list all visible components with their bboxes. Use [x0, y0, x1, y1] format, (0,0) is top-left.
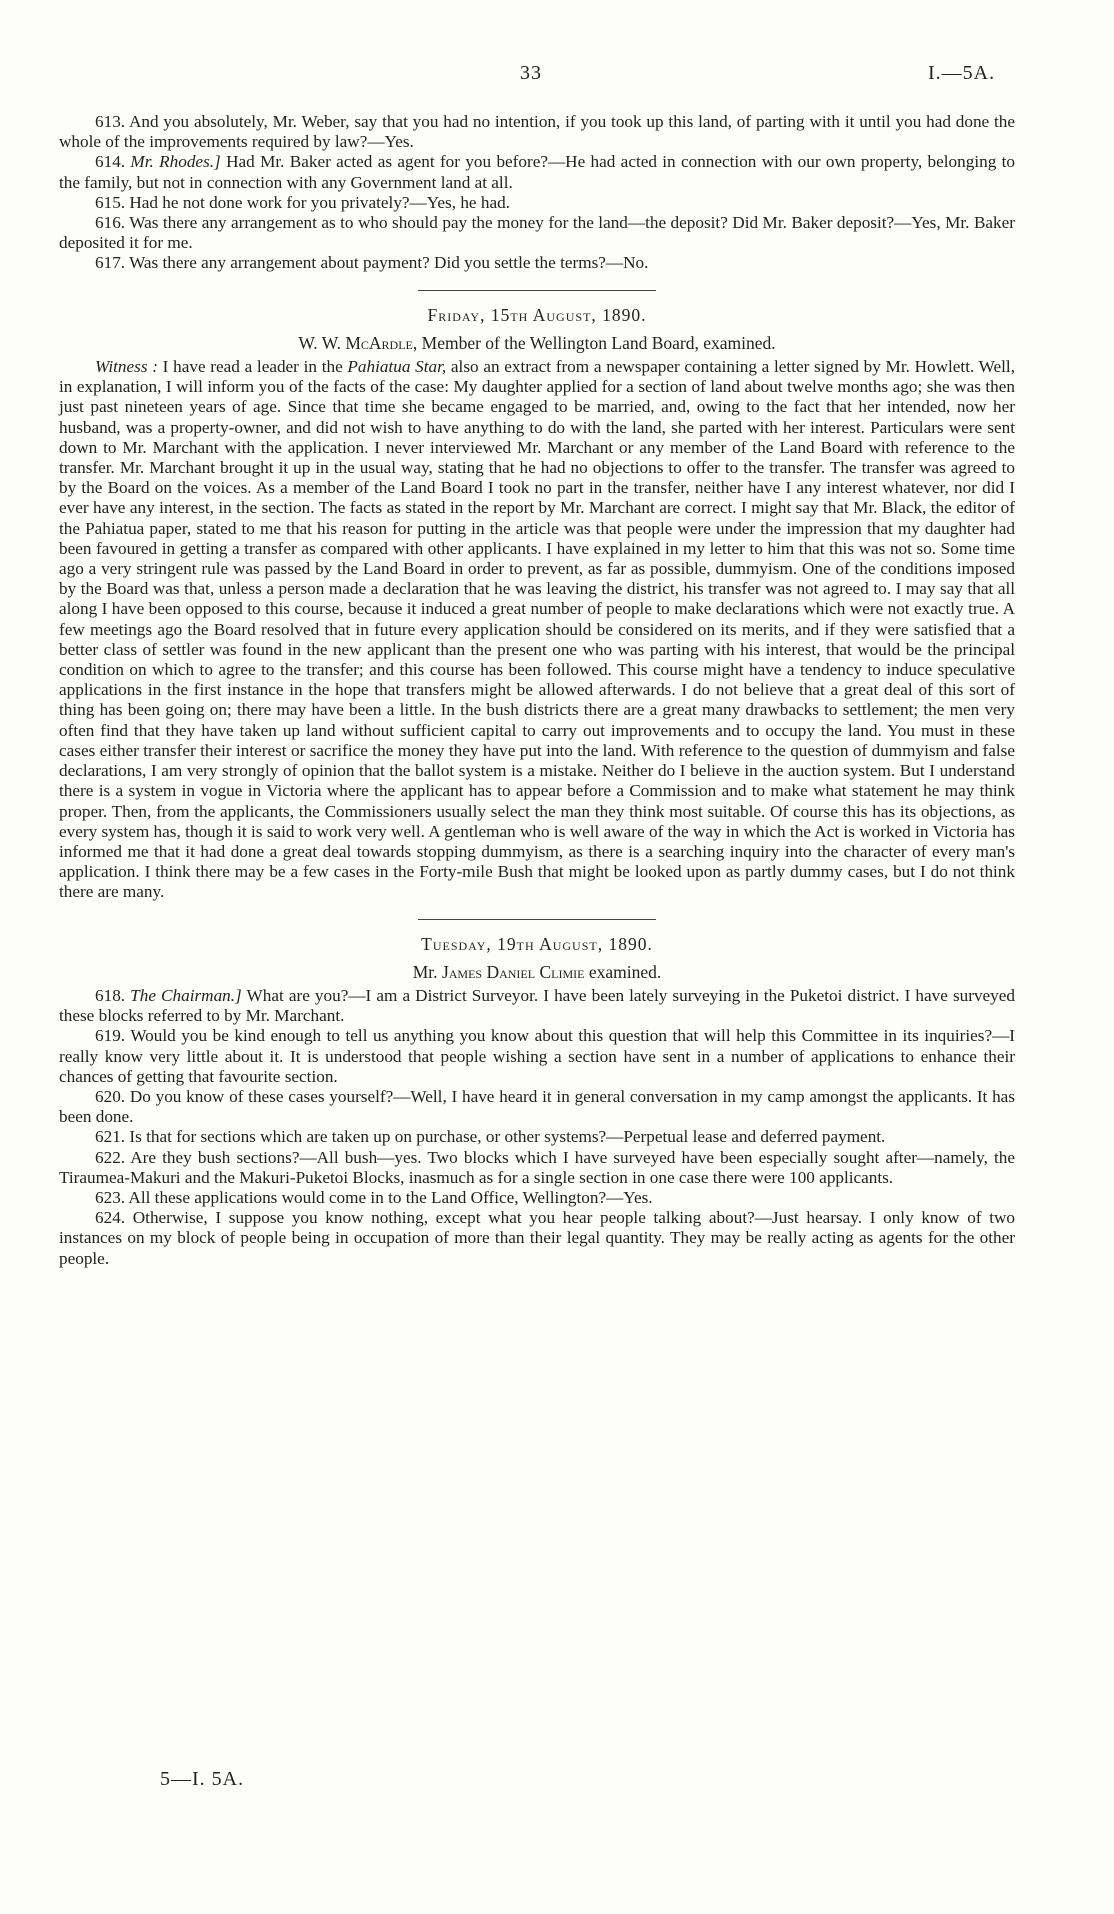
witness-label: Witness : [95, 357, 158, 377]
speaker-label: Mr. Rhodes.] [130, 152, 221, 172]
paragraph-623: 623. All these applications would come in to the Land Office, Wellington?—Yes. [95, 1187, 653, 1207]
paragraph-618: 618. The Chairman.] What are you?—I am a District Surveyor. I have been lately surveying in the Puketoi district. I have surveyed these blocks referred to by Mr. Marchant. [59, 985, 1015, 1026]
date-heading: Tuesday, 19th August, 1890. [421, 933, 653, 954]
page-number: 33 [520, 62, 542, 84]
witness-name: James Daniel Climie [441, 961, 585, 982]
section-divider [418, 290, 656, 291]
speaker-label: The Chairman.] [130, 985, 242, 1005]
signature-mark: 5—I. 5A. [160, 1768, 245, 1790]
witness-heading: Mr. James Daniel Climie examined. [412, 961, 662, 982]
paragraph-613: 613. And you absolutely, Mr. Weber, say that you had no intention, if you took up this land, of parting with it until you had done the whole of the improvements required by law?—Yes. [59, 112, 1015, 152]
running-head [0, 62, 1114, 92]
paragraph-621: 621. Is that for sections which are taken up on purchase, or other systems?—Perpetual lease and deferred payment. [95, 1127, 886, 1147]
newspaper-title: Pahiatua Star, [347, 357, 447, 377]
witness-role: Member of the Wellington Land Board, examined. [417, 332, 776, 353]
paragraph-614: 614. Mr. Rhodes.] Had Mr. Baker acted as agent for you before?—He had acted in connection with our own property, belonging to the family, but not in connection with any Government land at all. [59, 152, 1016, 192]
paragraph-622: 622. Are they bush sections?—All bush—yes. Two blocks which I have surveyed have been especially sought after—namely, the Tiraumea-Makuri and the Makuri-Puketoi Blocks, inasmuch as for a single section in one case there were 100 applicants. [59, 1147, 1015, 1187]
paragraph-620: 620. Do you know of these cases yourself?—Well, I have heard it in general conversation in my camp amongst the applicants. It has been done. [59, 1086, 1015, 1127]
witness-heading [59, 333, 1015, 353]
paragraph-615: 615. Had he not done work for you privately?—Yes, he had. [95, 192, 510, 212]
paragraph-619: 619. Would you be kind enough to tell us anything you know about this question that will help this Committee in its inquiries?—I really know very little about it. It is understood that people wishing a section have sent in a number of applications to enhance their chances of getting that favourite section. [59, 1026, 1015, 1086]
document-reference: I.—5A. [928, 62, 996, 84]
witness-role: examined. [584, 961, 662, 982]
body-text [59, 112, 1015, 1269]
paragraph-617: 617. Was there any arrangement about payment? Did you settle the terms?—No. [95, 253, 649, 273]
date-heading: Friday, 15th August, 1890. [427, 304, 647, 325]
paragraph-616: 616. Was there any arrangement as to who should pay the money for the land—the deposit? Did Mr. Baker deposit?—Yes, Mr. Baker deposited it for me. [59, 213, 1015, 253]
paragraph-624: 624. Otherwise, I suppose you know nothing, except what you hear people talking about?—Just hearsay. I only know of two instances on my block of people being in occupation of more than their legal quantity. They may be really acting as agents for the other people. [59, 1208, 1015, 1268]
witness-name: W. W. McArdle, [298, 332, 418, 353]
section-divider [418, 919, 656, 920]
witness-statement: Witness : I have read a leader in the Pahiatua Star, also an extract from a newspaper containing a letter signed by Mr. Howlett. Well, in explanation, I will inform you of the facts of the case: My daughter applied for a section of land about twelve months ago; she was then just past nineteen years of age. Since that time she became engaged to be married, and, owing to the fact that her intended, now her husband, was a property-owner, and did not wish to have anything to do with the land, she parted with her interest. Particulars were sent down to Mr. Marchant with the application. I never interviewed Mr. Marchant or any member of the Land Board with reference to the transfer. Mr. Marchant brought it up in the usual way, stating that he had no objections to offer to the transfer. The transfer was agreed to by the Board on the voices. As a member of the Land Board I took no part in the transfer, neither have I any interest whatever, nor did I ever have any interest, in the section. The facts as stated in the report by Mr. Marchant are correct. I might say that Mr. Black, the editor of the Pahiatua paper, stated to me that his reason for putting in the article was that people were under the impression that my daughter had been favoured in getting a transfer as compared with other applicants. I have explained in my letter to him that this was not so. Some time ago a very stringent rule was passed by the Land Board in order to prevent, as far as possible, dummyism. One of the conditions imposed by the Board was that, unless a person made a declaration that he was leaving the district, his transfer was not agreed to. I may say that all along I have been opposed to this course, because it induced a great number of people to make declarations which were not exactly true. A few meetings ago the Board resolved that in future every application should be considered on its merits, and if they were satisfied that a better class of settler was found in the new applicant than the present one who was parting with his interest, that would be the principal condition on which to agree to the transfer; and this course has been followed. This course might have a tendency to induce speculative applications in the first instance in the hope that transfers might be allowed afterwards. I do not believe that a great deal of this sort of thing has been going on; there may have been a little. In the bush districts there are a great many drawbacks to settlement; the men very often find that they have taken up land without sufficient capital to carry out improvements and to occupy the land. You must in these cases either transfer their interest or sacrifice the money they have put into the land. With reference to the question of dummyism and false declarations, I am very strongly of opinion that the ballot system is a mistake. Neither do I believe in the auction system. But I understand there is a system in vogue in Victoria where the applicant has to appear before a Commission and to make what statement he may think proper. Then, from the applicants, the Commissioners usually select the man they think most suitable. Of course this has its objections, as every system has, though it is said to work very well. A gentleman who is well aware of the way in which the Act is worked in Victoria has informed me that it had done a great deal towards stopping dummyism, as there is a searching inquiry into the character of every man's application. I think there may be a few cases in the Forty-mile Bush that might be looked upon as partly dummy cases, but I do not think there are many. [59, 357, 1016, 902]
